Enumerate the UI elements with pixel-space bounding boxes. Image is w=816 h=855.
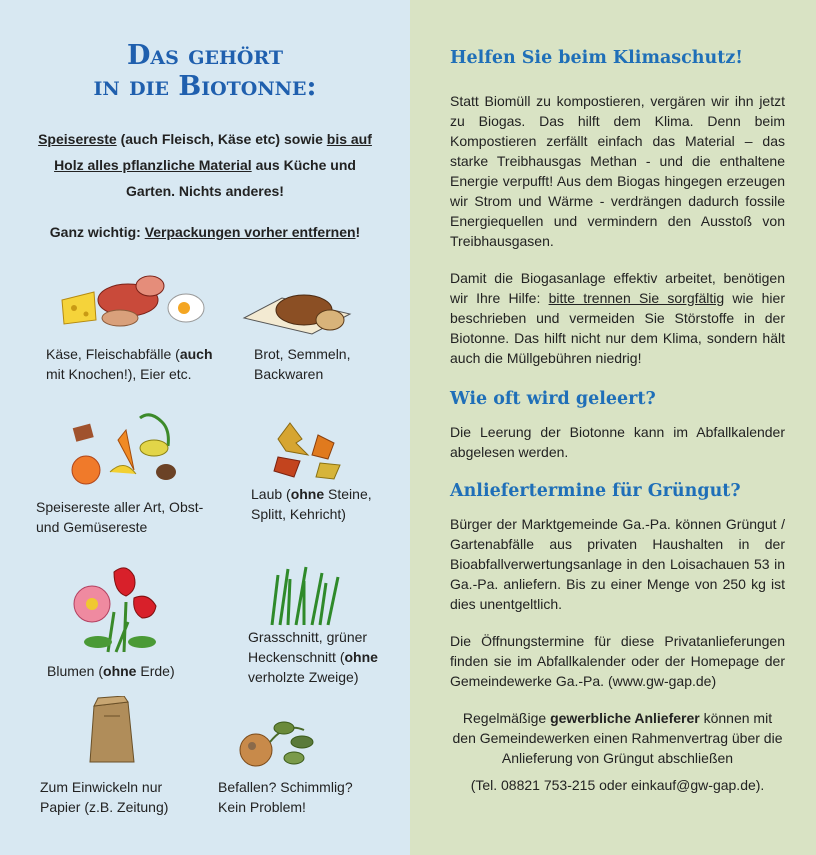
help-text-1: Damit die Biogasanlage effektiv arbeitet, benötigen wir Ihre Hilfe: xyxy=(450,270,785,306)
caption-leaves xyxy=(251,484,372,524)
caption-text: Laub ( xyxy=(251,486,291,502)
caption-text: Splitt, Kehricht) xyxy=(251,506,346,522)
grass-icon xyxy=(266,565,342,627)
flowers-icon xyxy=(68,562,168,658)
caption-text: verholzte Zweige) xyxy=(248,669,359,685)
paragraph-help xyxy=(450,268,785,368)
important-underline: Verpackungen vorher entfernen xyxy=(144,224,356,240)
paragraph-opening: Die Öffnungstermine für diese Privatanlieferungen finden sie im Abfallkalender oder der Homepage der Gemeindewerke Ga.-Pa. (www.gw-gap.de) xyxy=(450,633,785,689)
caption-text: Befallen? Schimmlig? xyxy=(218,779,353,795)
caption-bread xyxy=(254,344,350,384)
important-end: ! xyxy=(355,224,361,240)
caption-bold: auch xyxy=(179,346,213,362)
caption-text: Heckenschnitt ( xyxy=(248,649,345,665)
caption-flowers xyxy=(47,661,175,681)
caption-cheese-meat xyxy=(46,344,213,384)
paragraph-commercial xyxy=(450,708,785,768)
caption-text: Steine, xyxy=(324,486,372,502)
intro-underline-2: bis auf Holz alles pflanzliche Material xyxy=(54,131,372,173)
caption-moldy xyxy=(218,777,353,817)
paper-bag-icon xyxy=(84,696,140,764)
commercial-bold: gewerbliche Anlieferer xyxy=(550,710,700,726)
help-text-2: wie hier beschrieben und vermeiden Sie Störstoffe in der Biotonne. Das hilft nicht nur dem Klima, sondern hält auch die Müllgebühren niedrig! xyxy=(450,290,785,366)
caption-text: Grasschnitt, grüner xyxy=(248,629,368,645)
paragraph-emptying: Die Leerung der Biotonne kann im Abfallkalender abgelesen werden. xyxy=(450,424,785,460)
leaves-icon xyxy=(268,415,348,481)
caption-text: Speisereste aller Art, Obst- xyxy=(36,499,204,515)
caption-text: Backwaren xyxy=(254,366,324,382)
moldy-fruit-icon xyxy=(236,712,324,774)
caption-bold: ohne xyxy=(344,649,378,665)
heading-delivery: Anliefertermine für Grüngut? xyxy=(450,481,741,501)
cheese-meat-egg-icon xyxy=(58,270,208,332)
paragraph-climate: Statt Biomüll zu kompostieren, vergären wir ihn jetzt zu Biogas. Das hilft dem Klima. Denn beim Kompostieren zerfällt einfach das Material – das starke Treibhausgas Methan - und die enthaltene Energie verpufft! Aus dem Biogas hingegen erzeugen wir Strom und Wärme - verdrängen dadurch fossile Energiequellen und vermindern den Ausstoß von Treibhausgasen. xyxy=(450,93,785,249)
title-line-1: Das gehört xyxy=(126,40,284,71)
intro-text-1: (auch Fleisch, Käse etc) sowie xyxy=(116,131,327,147)
caption-bold: ohne xyxy=(290,486,325,502)
caption-text: Brot, Semmeln, xyxy=(254,346,351,362)
caption-text: mit Knochen!), Eier etc. xyxy=(46,366,192,382)
paragraph-delivery: Bürger der Marktgemeinde Ga.-Pa. können Grüngut / Gartenabfälle aus privaten Haushalten in der Bioabfallverwertungsanlage in den Loisachauen 53 in Ga.-Pa. anliefern. Bis zu einer Menge von 250 kg ist dies unentgeltlich. xyxy=(450,516,785,612)
commercial-text-2: können mit den Gemeindewerken einen Rahmenvertrag über die Anlieferung von Grüngut abschließen xyxy=(452,710,783,766)
heading-climate: Helfen Sie beim Klimaschutz! xyxy=(450,48,743,68)
contact-line: (Tel. 08821 753-215 oder einkauf@gw-gap.de). xyxy=(470,777,765,793)
heading-emptying: Wie oft wird geleert? xyxy=(450,389,656,409)
page-title xyxy=(0,40,410,102)
caption-grass xyxy=(248,627,378,687)
caption-paper xyxy=(40,777,168,817)
bread-icon xyxy=(242,290,357,340)
caption-text: Erde) xyxy=(136,663,175,679)
intro-underline-1: Speisereste xyxy=(38,131,117,147)
caption-text: Zum Einwickeln nur xyxy=(40,779,163,795)
help-underline: bitte trennen Sie sorgfältig xyxy=(548,290,725,306)
title-line-2: in die Biotonne: xyxy=(93,71,317,102)
caption-food-scraps xyxy=(36,497,203,537)
food-scraps-icon xyxy=(70,410,185,490)
intro-text xyxy=(30,126,380,204)
important-label: Ganz wichtig: xyxy=(49,224,145,240)
caption-bold: ohne xyxy=(103,663,137,679)
caption-text: Kein Problem! xyxy=(218,799,306,815)
commercial-text-1: Regelmäßige xyxy=(462,710,551,726)
caption-text: Blumen ( xyxy=(47,663,104,679)
caption-text: Käse, Fleischabfälle ( xyxy=(46,346,180,362)
caption-text: und Gemüsereste xyxy=(36,519,148,535)
important-note xyxy=(0,224,410,240)
intro-text-2: aus Küche und Garten. Nichts anderes! xyxy=(126,157,356,199)
caption-text: Papier (z.B. Zeitung) xyxy=(40,799,169,815)
